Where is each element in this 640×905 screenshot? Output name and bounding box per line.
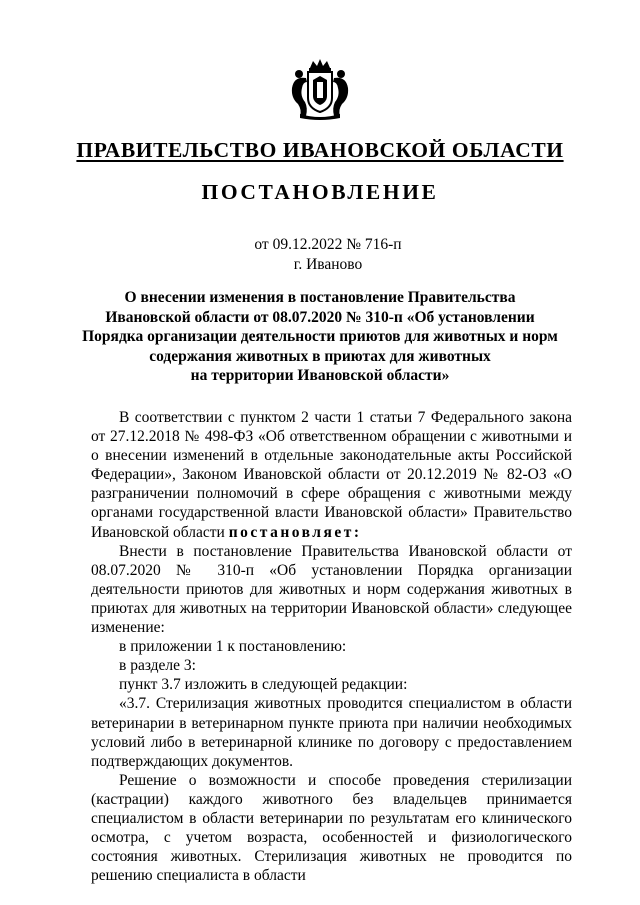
document-type: ПОСТАНОВЛЕНИЕ (201, 180, 439, 204)
document-city: г. Иваново (293, 256, 363, 273)
coat-of-arms-emblem-icon (286, 58, 354, 120)
document-date-number: от 09.12.2022 № 716-п (254, 236, 402, 253)
heading-line: О внесении изменения в постановление Правительства (124, 289, 516, 306)
body-paragraph: в приложении 1 к постановлению: (119, 638, 347, 656)
resolves-emphasis: постановляет: (228, 523, 362, 541)
heading-line: Ивановской области от 08.07.2020 № 310-п «Об установлении (105, 308, 535, 326)
preamble-text: В соответствии с пунктом 2 части 1 статьи 7 Федерального закона от 27.12.2018 № 498-ФЗ «Об ответственном обращении с животными и о внесении изменений в отдельные законодательные акты Российской Федерации», Законом Ивановской области от 20.12.2019 № 82-ОЗ «О разграничении полномочий в сфере обращения с животными между органами государственной власти Ивановской области» Правительство Ивановской области (91, 409, 572, 541)
body-paragraph: «3.7. Стерилизация животных проводится специалистом в области ветеринарии в ветеринарном пункте приюта при наличии необходимых условий либо в ветеринарной клинике по договору с предоставлением подтверждающих документов. (91, 695, 572, 770)
document-heading (60, 288, 580, 386)
organization-title: ПРАВИТЕЛЬСТВО ИВАНОВСКОЙ ОБЛАСТИ (76, 138, 564, 162)
heading-line: на территории Ивановской области» (190, 367, 450, 384)
body-paragraph: пункт 3.7 изложить в следующей редакции: (119, 676, 408, 694)
document-body (91, 408, 572, 885)
body-paragraph: Решение о возможности и способе проведения стерилизации (кастрации) каждого животного без владельцев принимается специалистом в области ветеринарии по результатам его клинического осмотра, с учетом возраста, особенностей и физиологического состояния животных. Стерилизация животных не проводится по решению специалиста в области (91, 771, 572, 885)
body-paragraph: Внести в постановление Правительства Ивановской области от 08.07.2020 № 310-п «Об установлении Порядка организации деятельности приютов для животных и норм содержания животных в приютах для животных на территории Ивановской области» следующее изменение: (91, 542, 572, 637)
heading-line: содержания животных в приютах для животных (149, 347, 491, 365)
body-paragraph-preamble (91, 408, 572, 542)
heading-line: Порядка организации деятельности приютов для животных и норм (82, 328, 558, 345)
body-paragraph: в разделе 3: (119, 657, 196, 675)
